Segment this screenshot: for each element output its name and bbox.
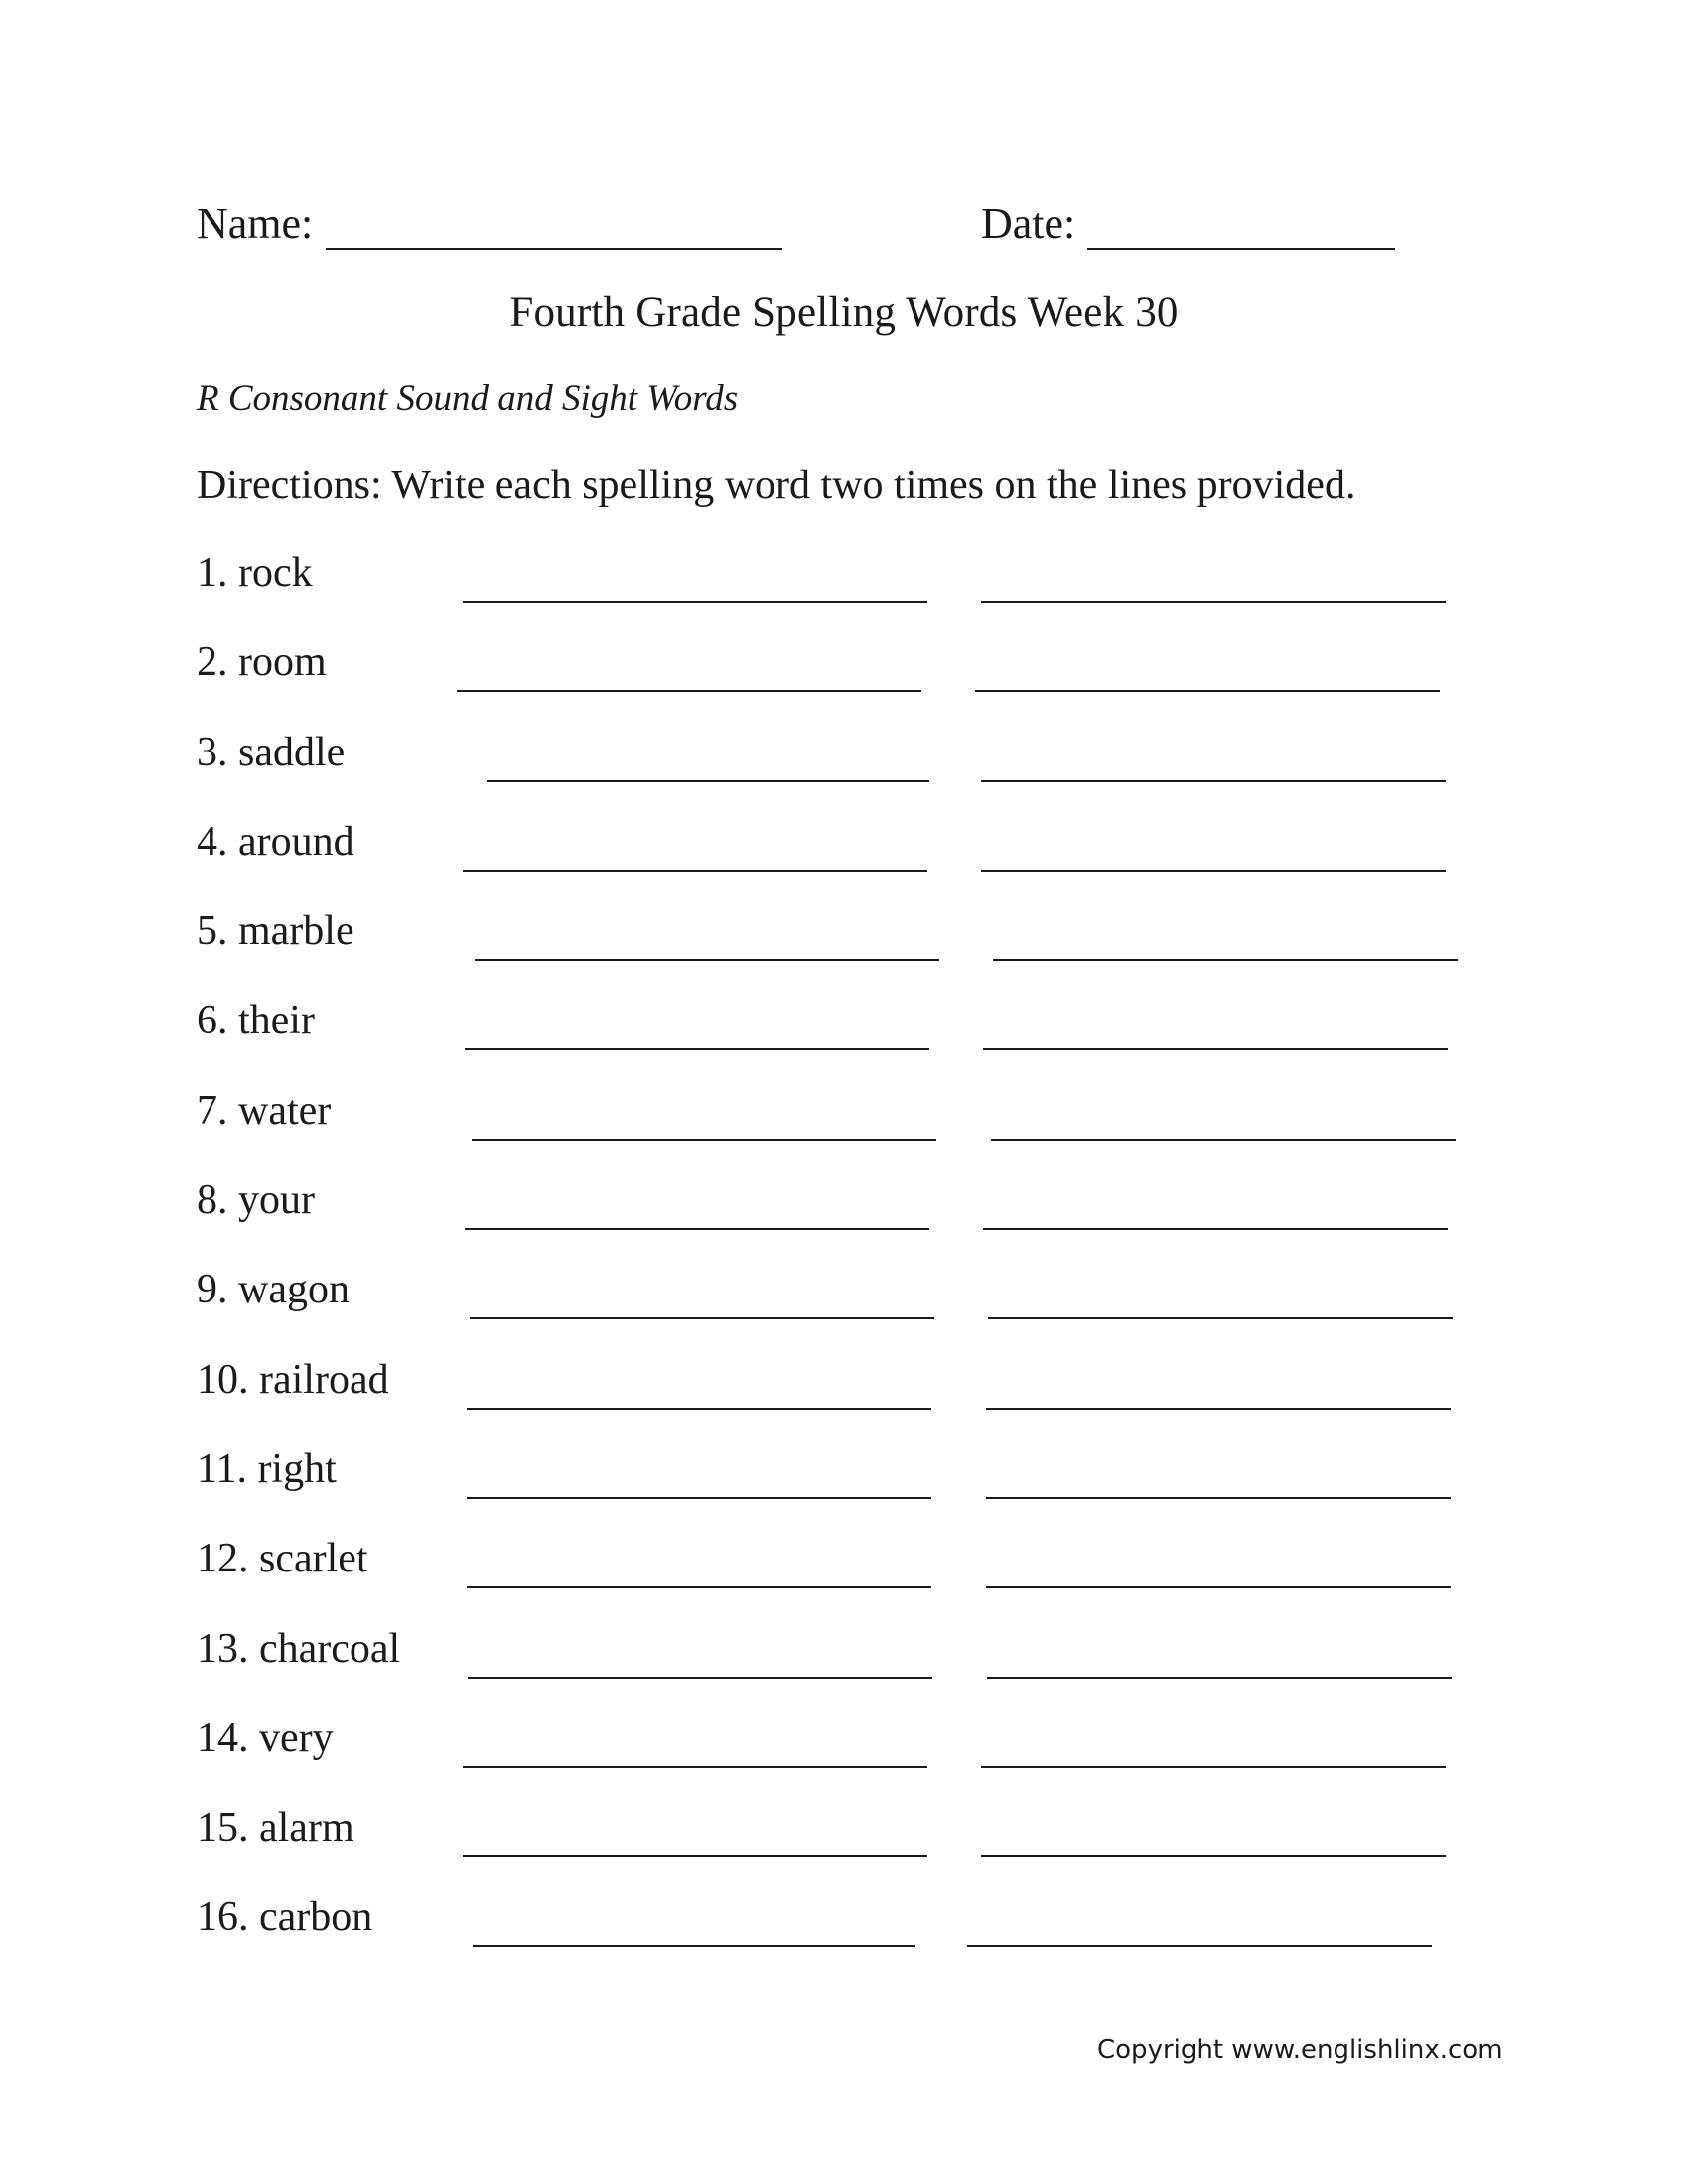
spelling-word: 5. marble (197, 908, 354, 955)
spelling-word: 8. your (197, 1177, 315, 1224)
word-row (197, 810, 1487, 899)
spelling-word: 6. their (197, 998, 315, 1044)
answer-blank-1[interactable] (468, 1677, 932, 1679)
answer-blank-2[interactable] (967, 1945, 1432, 1947)
spelling-word: 10. railroad (197, 1356, 389, 1403)
answer-blank-2[interactable] (993, 959, 1458, 961)
spelling-word: 3. saddle (197, 729, 346, 775)
answer-blank-2[interactable] (983, 1228, 1448, 1230)
answer-blank-2[interactable] (986, 1497, 1451, 1499)
name-label: Name: (197, 200, 314, 248)
word-row (197, 1079, 1487, 1168)
word-row (197, 1258, 1487, 1347)
spelling-word: 12. scarlet (197, 1536, 368, 1582)
word-row (197, 1796, 1487, 1885)
answer-blank-1[interactable] (470, 1317, 934, 1319)
answer-blank-2[interactable] (986, 1586, 1451, 1588)
word-row (197, 1617, 1487, 1706)
word-row (197, 541, 1487, 630)
answer-blank-1[interactable] (457, 690, 921, 692)
answer-blank-2[interactable] (981, 870, 1446, 872)
date-blank[interactable] (1087, 248, 1395, 250)
spelling-word: 1. rock (197, 550, 313, 596)
answer-blank-1[interactable] (463, 601, 927, 603)
spelling-word: 9. wagon (197, 1267, 350, 1313)
name-date-header (197, 199, 1448, 258)
word-row (197, 1527, 1487, 1616)
name-blank[interactable] (326, 248, 782, 250)
word-row (197, 1885, 1487, 1975)
spelling-word: 15. alarm (197, 1805, 354, 1851)
answer-blank-2[interactable] (981, 601, 1446, 603)
answer-blank-1[interactable] (463, 1855, 927, 1857)
answer-blank-1[interactable] (475, 959, 939, 961)
answer-blank-1[interactable] (472, 1139, 936, 1141)
word-row (197, 1437, 1487, 1527)
word-row (197, 721, 1487, 810)
word-row (197, 989, 1487, 1078)
spelling-word: 11. right (197, 1445, 337, 1492)
answer-blank-2[interactable] (981, 780, 1446, 782)
answer-blank-2[interactable] (987, 1677, 1452, 1679)
spelling-word-list (197, 541, 1487, 1976)
answer-blank-2[interactable] (991, 1139, 1456, 1141)
answer-blank-2[interactable] (975, 690, 1440, 692)
spelling-word: 7. water (197, 1087, 332, 1134)
word-row (197, 1706, 1487, 1796)
word-row (197, 1348, 1487, 1437)
answer-blank-1[interactable] (473, 1945, 915, 1947)
spelling-word: 4. around (197, 818, 354, 865)
answer-blank-1[interactable] (467, 1586, 931, 1588)
spelling-word: 2. room (197, 639, 327, 686)
word-row (197, 630, 1487, 720)
spelling-word: 16. carbon (197, 1894, 373, 1941)
date-label: Date: (981, 200, 1076, 248)
word-row (197, 899, 1487, 989)
answer-blank-1[interactable] (467, 1408, 931, 1410)
answer-blank-2[interactable] (981, 1766, 1446, 1768)
answer-blank-1[interactable] (467, 1497, 931, 1499)
answer-blank-1[interactable] (463, 870, 927, 872)
directions-text: Directions: Write each spelling word two times on the lines provided. (197, 463, 1356, 508)
answer-blank-2[interactable] (986, 1408, 1451, 1410)
answer-blank-1[interactable] (465, 1228, 929, 1230)
worksheet-title: Fourth Grade Spelling Words Week 30 (509, 289, 1179, 336)
answer-blank-2[interactable] (983, 1048, 1448, 1050)
answer-blank-1[interactable] (463, 1766, 927, 1768)
worksheet-subtitle: R Consonant Sound and Sight Words (197, 378, 739, 419)
answer-blank-2[interactable] (988, 1317, 1453, 1319)
answer-blank-1[interactable] (487, 780, 929, 782)
spelling-word: 14. very (197, 1714, 334, 1761)
answer-blank-1[interactable] (465, 1048, 929, 1050)
spelling-word: 13. charcoal (197, 1625, 401, 1672)
word-row (197, 1168, 1487, 1258)
answer-blank-2[interactable] (981, 1855, 1446, 1857)
copyright-notice: Copyright www.englishlinx.com (1097, 2035, 1503, 2065)
